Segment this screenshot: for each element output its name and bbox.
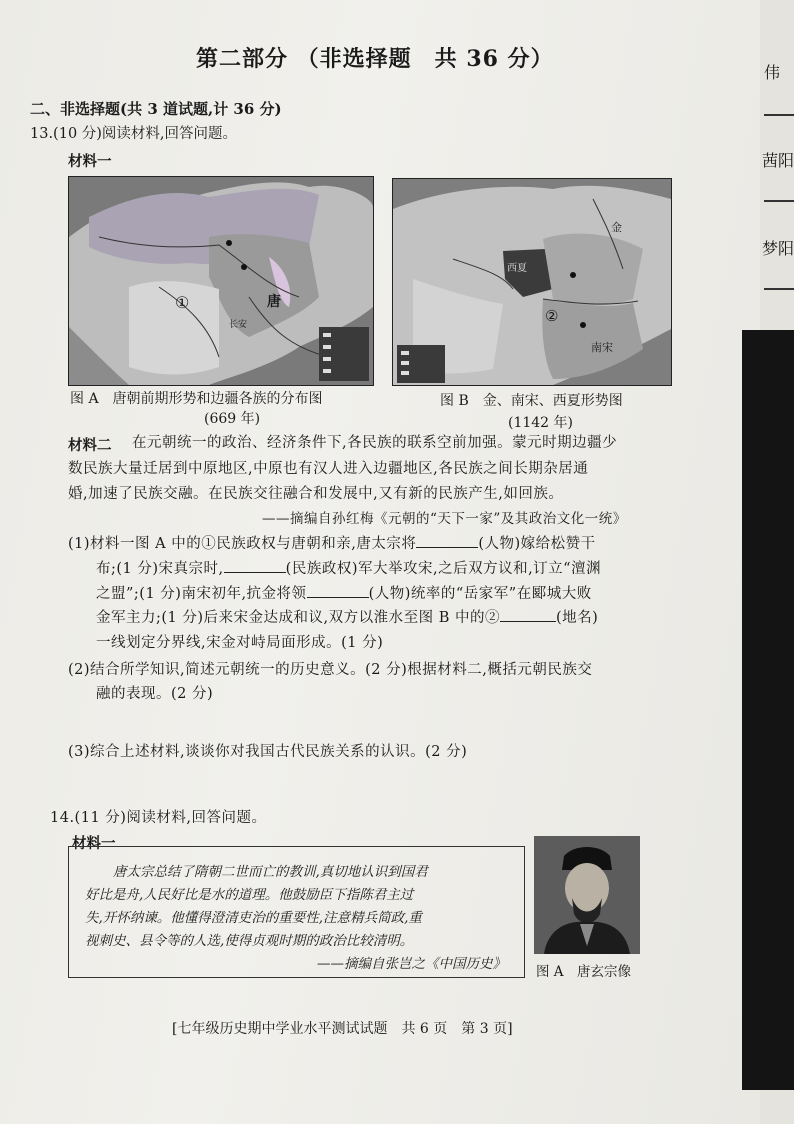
adjacent-rule	[764, 200, 794, 202]
map-b-label-jin: 金	[611, 221, 622, 234]
material-2-line-2: 数民族大量迁居到中原地区,中原也有汉人进入边疆地区,各民族之间长期杂居通	[68, 461, 589, 477]
answer-blank[interactable]	[307, 583, 369, 598]
section-heading: 二、非选择题(共 3 道试题,计 36 分)	[30, 100, 282, 118]
emperor-portrait	[534, 836, 640, 954]
map-b-year: (1142 年)	[508, 415, 574, 431]
q13-1-text-c: 布;(1 分)宋真宗时,	[96, 561, 224, 577]
question-13-stem: 13.(10 分)阅读材料,回答问题。	[30, 126, 238, 142]
map-tang	[68, 176, 374, 386]
adjacent-text-1: 伟	[764, 63, 781, 82]
map-b-label-nansong: 南宋	[591, 341, 613, 354]
q13-1-text-f: (人物)统率的“岳家军”在郾城大败	[368, 586, 592, 602]
q13-1-text-a: (1)材料一图 A 中的①民族政权与唐朝和亲,唐太宗将	[68, 536, 417, 552]
map-a-year: (669 年)	[204, 411, 261, 427]
map-b-label-2: ②	[545, 307, 559, 325]
material-2-label: 材料二	[68, 437, 112, 454]
material-1-label: 材料一	[68, 153, 112, 170]
q13-3: (3)综合上述材料,谈谈你对我国古代民族关系的认识。(2 分)	[68, 744, 468, 760]
q13-1-text-d: (民族政权)军大举攻宋,之后双方议和,订立“澶渊	[285, 561, 602, 577]
adjacent-text-2: 茜阳	[762, 151, 794, 170]
q13-1-line-1	[68, 532, 596, 557]
q14-box-source: ——摘编自张岂之《中国历史》	[317, 956, 506, 972]
map-a-label-1: ①	[175, 293, 190, 312]
q14-box-line-2: 好比是舟,人民好比是水的道理。他鼓励臣下指陈君主过	[85, 887, 414, 903]
adjacent-text-3: 梦阳	[762, 239, 794, 258]
page-footer: [七年级历史期中学业水平测试试题 共 6 页 第 3 页]	[172, 1021, 513, 1037]
q13-1-line-2	[96, 557, 601, 582]
map-song-jin-xixia	[392, 178, 672, 386]
q13-1-line-3	[96, 582, 592, 607]
map-a-label-changan: 长安	[229, 320, 248, 330]
material-2-source: ——摘编自孙红梅《元朝的“天下一家”及其政治文化一统》	[262, 511, 627, 527]
map-b-caption: 图 B 金、南宋、西夏形势图	[440, 393, 623, 409]
q14-material-box	[68, 846, 525, 978]
section-title: 第二部分 （非选择题 共 36 分）	[196, 46, 554, 72]
map-a-caption: 图 A 唐朝前期形势和边疆各族的分布图	[70, 391, 323, 407]
q14-box-line-4: 视刺史、县令等的人选,使得贞观时期的政治比较清明。	[85, 933, 414, 949]
q13-1-text-e: 之盟”;(1 分)南宋初年,抗金将领	[96, 586, 307, 602]
portrait-caption: 图 A 唐玄宗像	[536, 964, 632, 980]
map-a-label-tang: 唐	[267, 294, 281, 310]
adjacent-rule	[764, 288, 794, 290]
q14-box-line-1: 唐太宗总结了隋朝二世而亡的教训,真切地认识到国君	[113, 864, 428, 880]
q13-1-text-b: (人物)嫁给松赞干	[478, 536, 596, 552]
q13-1-line-5: 一线划定分界线,宋金对峙局面形成。(1 分)	[96, 635, 384, 651]
q14-box-line-3: 失,开怀纳谏。他懂得澄清吏治的重要性,注意精兵简政,重	[85, 910, 422, 926]
q13-2-line-2: 融的表现。(2 分)	[96, 686, 214, 702]
q14-material-1-label: 材料一	[72, 835, 116, 852]
material-2-line-1: 在元朝统一的政治、经济条件下,各民族的联系空前加强。蒙元时期边疆少	[132, 435, 618, 451]
answer-blank[interactable]	[224, 558, 286, 573]
question-14-stem: 14.(11 分)阅读材料,回答问题。	[50, 810, 267, 826]
q13-2-line-1: (2)结合所学知识,简述元朝统一的历史意义。(2 分)根据材料二,概括元朝民族交	[68, 662, 593, 678]
answer-blank[interactable]	[500, 607, 556, 622]
adjacent-rule	[764, 114, 794, 116]
answer-blank[interactable]	[416, 533, 478, 548]
map-song-graphic	[393, 179, 671, 385]
q13-1-line-4	[96, 606, 598, 631]
adjacent-dark-image	[742, 330, 794, 1090]
map-b-label-xixia: 西夏	[507, 263, 527, 274]
q13-1-text-g: 金军主力;(1 分)后来宋金达成和议,双方以淮水至图 B 中的②	[96, 610, 501, 626]
portrait-graphic	[534, 836, 640, 954]
q14-material-text	[85, 861, 510, 976]
material-2-line-3: 婚,加速了民族交融。在民族交往融合和发展中,又有新的民族产生,如回族。	[68, 486, 564, 502]
map-tang-graphic	[69, 177, 373, 385]
q13-1-text-h: (地名)	[556, 610, 599, 626]
